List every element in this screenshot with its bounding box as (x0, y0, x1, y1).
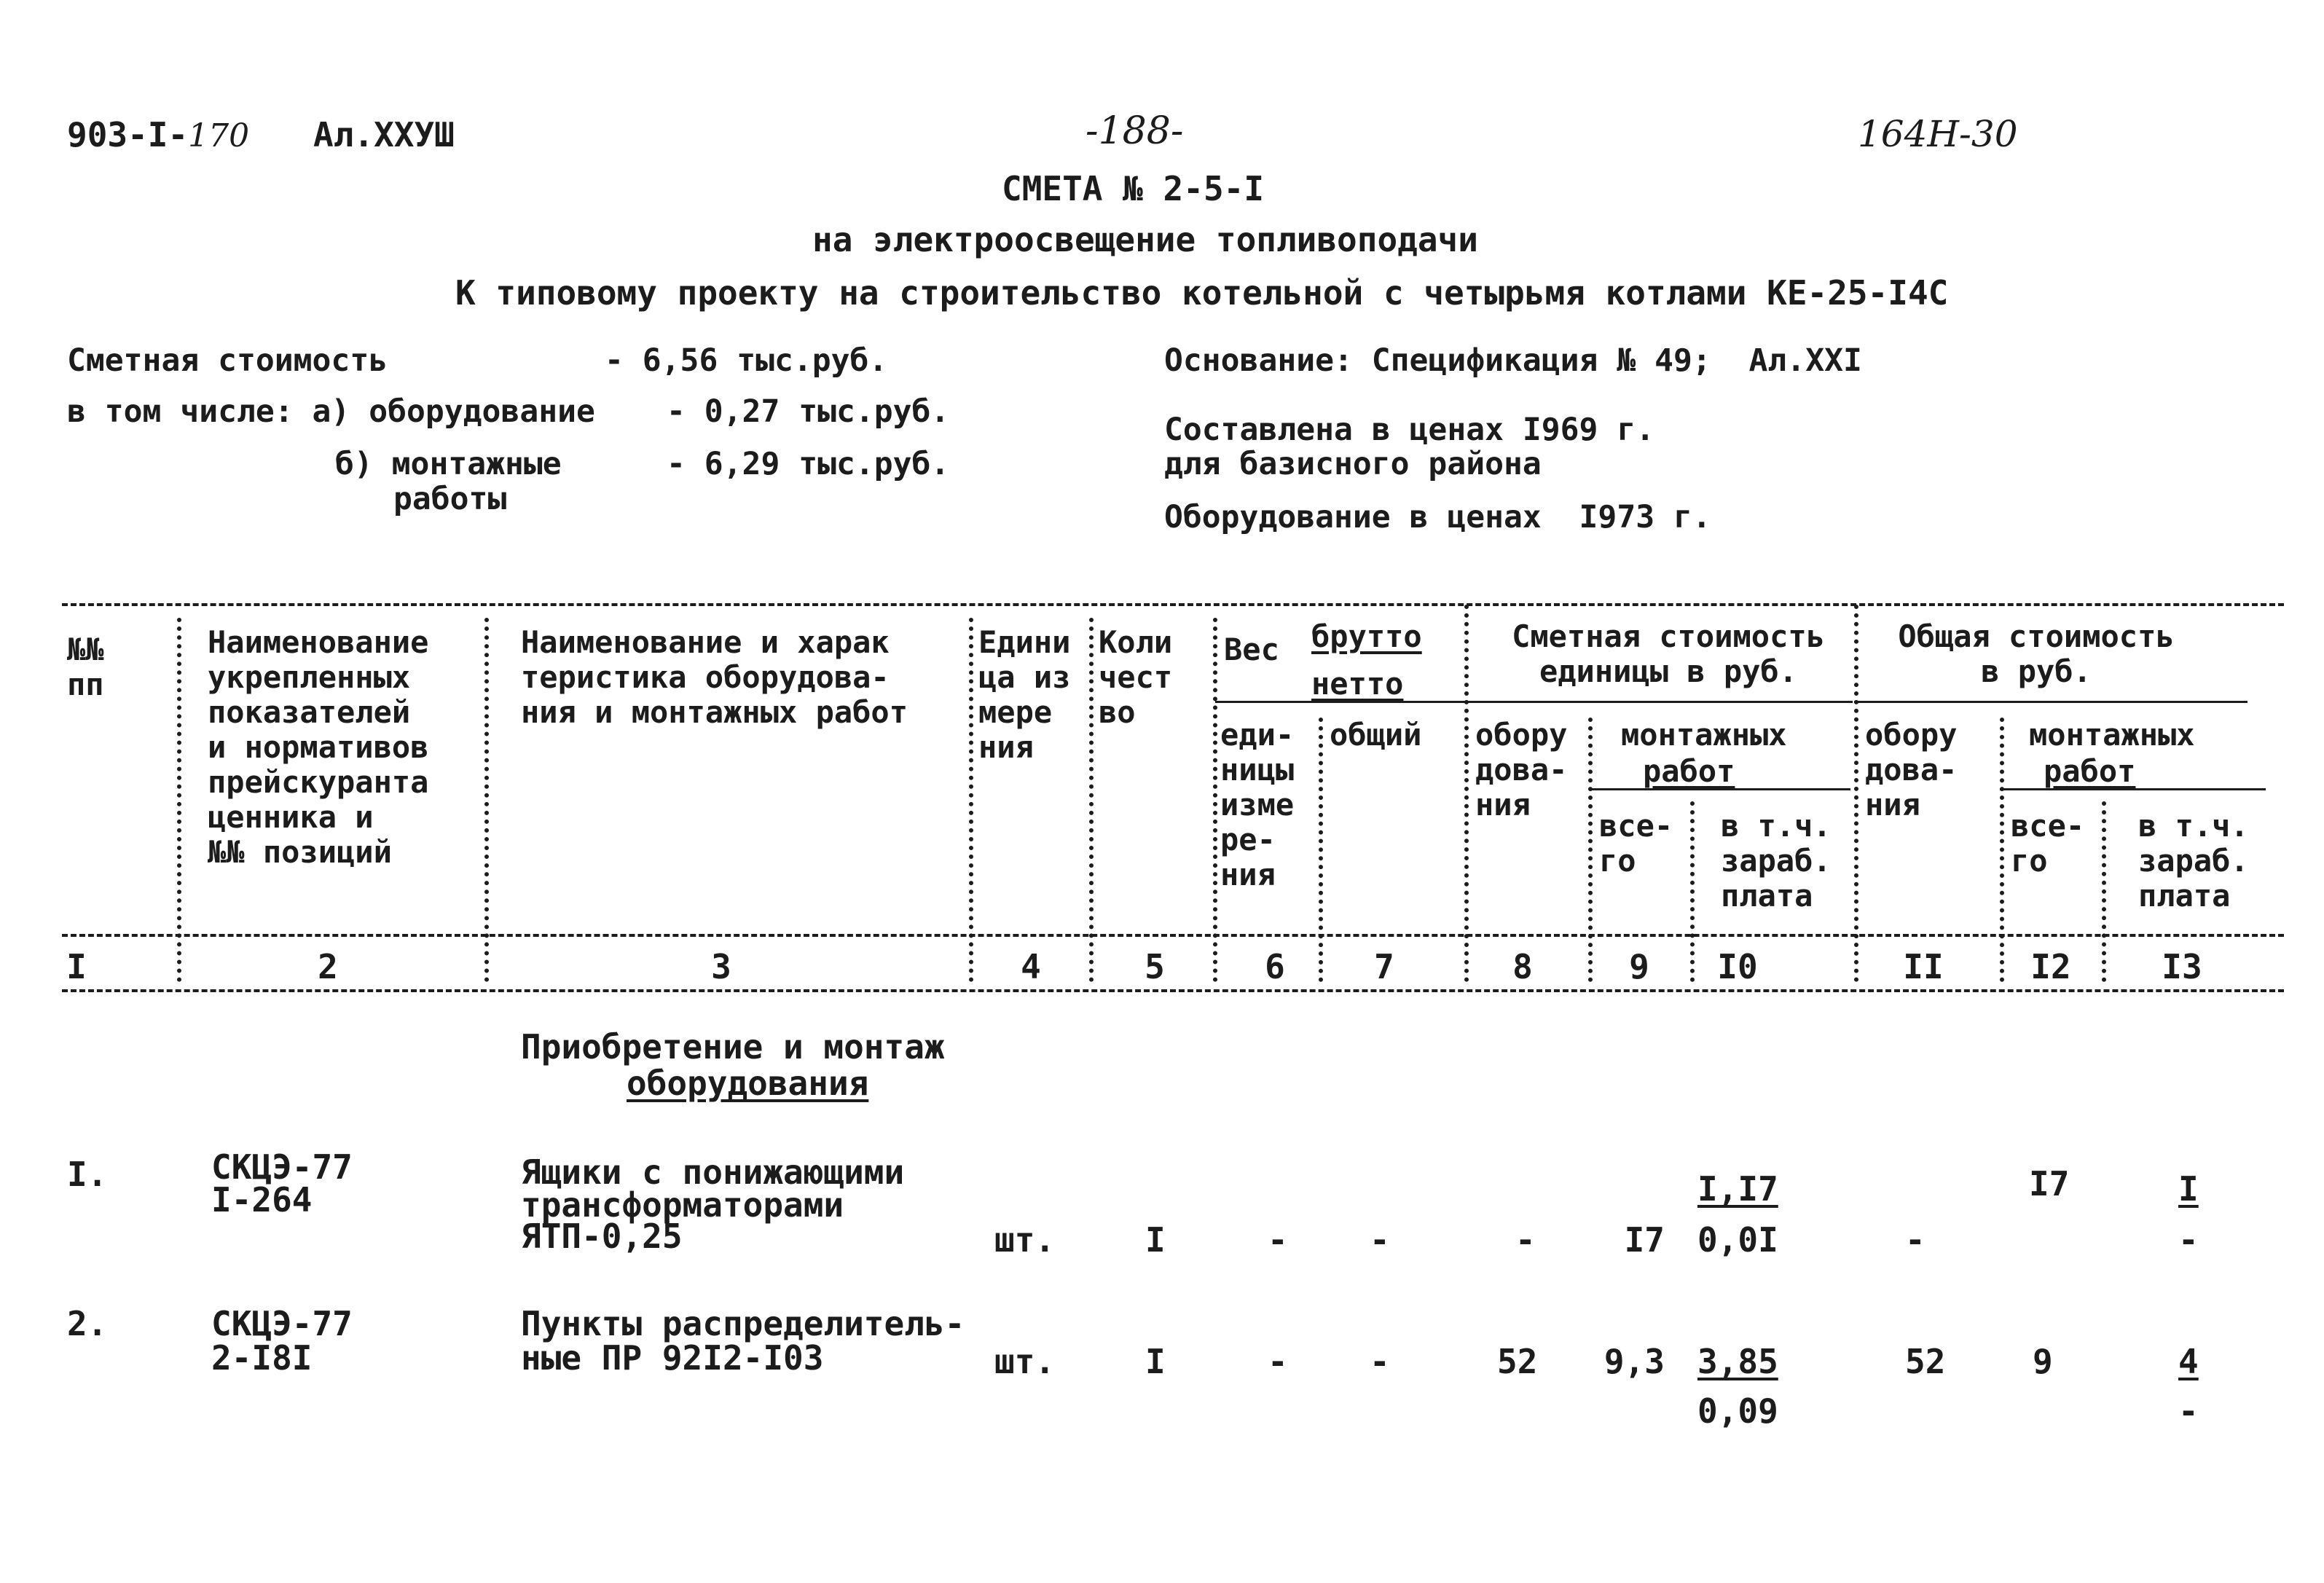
header-weight: Вес (1224, 632, 1279, 667)
header-unit-mounting-works: работ (1643, 753, 1735, 789)
row-unit: шт. (994, 1342, 1056, 1381)
col-num-13: I3 (2162, 947, 2202, 986)
mounting-value: - 6,29 тыс.руб. (667, 446, 950, 482)
page-subtitle: на электроосвещение топливоподачи (812, 220, 1478, 259)
header-total-equipment: обору дова- ния (1865, 717, 1958, 822)
row-weight-unit: - (1268, 1342, 1288, 1381)
row-weight-unit: - (1268, 1220, 1288, 1260)
row-unit-equipment: - (1515, 1220, 1536, 1260)
header-unit-wage: в т.ч. зараб. плата (1721, 808, 1832, 914)
row-unit-mounting: I7 (1624, 1220, 1665, 1260)
mounting-label-2: работы (393, 481, 507, 517)
album-number: Ал.ХХУШ (313, 115, 455, 154)
row-position: I-264 (211, 1180, 313, 1219)
col-num-3: 3 (711, 947, 731, 986)
row-name-3: ЯТП-0,25 (521, 1217, 683, 1256)
row-unit: шт. (994, 1220, 1056, 1260)
row-unit-wage: 0,0I (1697, 1220, 1778, 1260)
header-description: Наименование и харак теристика оборудова- ния и монтажных работ (521, 624, 908, 730)
col-num-4: 4 (1021, 947, 1041, 986)
including-label: в том числе: а) оборудование (67, 393, 595, 430)
reference-number: 164H-30 (1858, 113, 2018, 155)
col-num-1: I (66, 947, 87, 986)
row-name-2: ные ПР 92I2-I03 (521, 1338, 824, 1378)
header-total-wage: в т.ч. зараб. плата (2138, 808, 2249, 914)
row-number: I. (67, 1155, 108, 1194)
row-unit-equipment: 52 (1497, 1342, 1538, 1381)
header-total-mount-total: все- го (2011, 808, 2085, 879)
page-number: -188- (1086, 109, 1184, 153)
document-code-handwritten: 170 (188, 117, 250, 154)
row-total-equipment: 52 (1905, 1342, 1946, 1381)
col-sep-4 (1089, 618, 1094, 982)
column-number-rule (62, 989, 2284, 992)
table-top-rule (62, 603, 2284, 606)
row-name: Ящики с понижающими (521, 1152, 905, 1192)
project-line: К типовому проекту на строительство котельной с четырьмя котлами КЕ-25-I4С (455, 273, 1949, 313)
col-num-11: II (1903, 947, 1944, 986)
col-sep-11 (2000, 718, 2004, 982)
row-total-wage: - (2178, 1220, 2199, 1260)
row-number: 2. (67, 1304, 108, 1343)
row-unit-wage: 0,09 (1697, 1391, 1778, 1431)
table-header-bottom-rule (62, 934, 2284, 937)
col-sep-9 (1690, 801, 1695, 982)
col-num-12: I2 (2030, 947, 2071, 986)
prices-line-2: для базисного района (1164, 446, 1542, 482)
row-total-equipment: - (1905, 1220, 1925, 1260)
row-position: 2-I8I (211, 1338, 313, 1378)
header-norms: Наименование укрепленных показателей и нормативов прейскуранта ценника и №№ позиций (208, 624, 429, 870)
mounting-label: б) монтажные (335, 446, 562, 482)
equipment-value: - 0,27 тыс.руб. (667, 393, 950, 430)
row-code: СКЦЭ-77 (211, 1147, 353, 1187)
row-total-wage-top: I (2178, 1169, 2199, 1209)
prices-line-1: Составлена в ценах I969 г. (1164, 412, 1655, 448)
document-code-printed: 903-I- (67, 115, 189, 154)
basis-text: Основание: Спецификация № 49; Ал.ХХI (1164, 342, 1862, 379)
header-unit-equipment: обору дова- ния (1475, 717, 1568, 822)
col-num-9: 9 (1629, 947, 1649, 986)
row-total-mounting: 9 (2033, 1342, 2053, 1381)
col-sep-1 (177, 618, 181, 982)
row-unit-wage-top: 3,85 (1697, 1342, 1778, 1381)
cost-label: Сметная стоимость (67, 342, 388, 379)
row-quantity: I (1145, 1342, 1166, 1381)
col-num-10: I0 (1717, 947, 1758, 986)
section-heading: Приобретение и монтаж (521, 1027, 945, 1067)
total-cost-split-rule (1854, 701, 2248, 703)
header-total-cost: Общая стоимость в руб. (1898, 618, 2175, 689)
row-total-wage: - (2178, 1391, 2199, 1431)
section-heading-2: оборудования (627, 1064, 869, 1103)
header-unit: Едини ца из мере ния (978, 624, 1071, 765)
cost-value: - 6,56 тыс.руб. (605, 342, 888, 379)
col-sep-2 (484, 618, 489, 982)
header-netto: нетто (1311, 666, 1404, 702)
row-total-wage-top: 4 (2178, 1342, 2199, 1381)
row-code: СКЦЭ-77 (211, 1304, 353, 1343)
col-sep-7 (1464, 605, 1469, 982)
row-quantity: I (1145, 1220, 1166, 1260)
header-total-mounting-works: работ (2044, 753, 2136, 789)
row-weight-total: - (1370, 1220, 1390, 1260)
col-num-5: 5 (1145, 947, 1165, 986)
col-num-2: 2 (318, 947, 338, 986)
row-name-2: трансформаторами (521, 1185, 844, 1225)
row-unit-wage-top: I,I7 (1697, 1169, 1778, 1209)
row-weight-total: - (1370, 1342, 1390, 1381)
row-total-mounting: I7 (2029, 1164, 2070, 1203)
row-name: Пункты распределитель- (521, 1304, 965, 1343)
col-num-8: 8 (1512, 947, 1533, 986)
col-sep-12 (2102, 801, 2106, 982)
row-unit-mounting: 9,3 (1603, 1342, 1665, 1381)
header-weight-unit: еди- ницы изме ре- ния (1220, 717, 1295, 892)
header-total-mounting: монтажных (2029, 717, 2195, 753)
header-quantity: Коли чест во (1099, 624, 1173, 730)
document-code (67, 115, 249, 154)
header-brutto: брутто (1311, 618, 1422, 654)
prices-line-3: Оборудование в ценах I973 г. (1164, 499, 1711, 535)
col-num-6: 6 (1265, 947, 1285, 986)
header-unit-mounting: монтажных (1621, 717, 1787, 753)
page-title: СМЕТА № 2-5-I (1002, 169, 1265, 208)
col-sep-5 (1213, 618, 1217, 982)
col-num-7: 7 (1374, 947, 1394, 986)
col-sep-8 (1588, 718, 1593, 982)
col-sep-3 (969, 618, 973, 982)
unit-cost-split-rule (1467, 701, 1853, 703)
header-weight-total: общий (1330, 717, 1422, 753)
col-sep-6 (1319, 718, 1323, 982)
header-unit-mount-total: все- го (1599, 808, 1673, 879)
header-unit-cost: Сметная стоимость единицы в руб. (1512, 618, 1825, 689)
header-row-number: №№ пп (67, 632, 104, 702)
